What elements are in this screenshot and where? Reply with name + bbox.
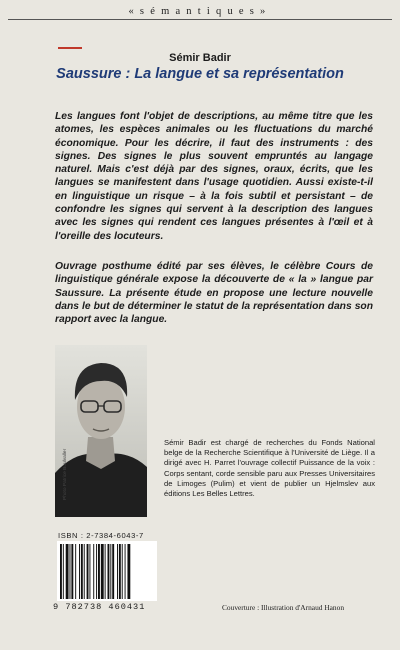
barcode-icon [57,541,157,601]
top-rule [8,19,392,20]
author-photo [55,345,147,517]
isbn: ISBN : 2-7384-6043-7 [58,531,144,540]
photo-credit: Photo Patrice Boulvaller [63,448,68,500]
blurb-paragraph-1: Les langues font l'objet de descriptions, au même titre que les atomes, les espèces animales ou les fluctuations du marché économique. Pour les décrire, il faut des instruments : des signes. Des signes le plus souvent empruntés au langage naturel. Mais c'est déjà par des signes, oraux, écrits, que les langues se manifestent dans l'usage quotidien. Aussi existe-t-il en linguistique un risque – à la fois subtil et persistant – de confondre les signes qui servent à la description des langues avec les signes qui rendent ces langues présentes à l'œil et à l'oreille des locuteurs. [55,111,373,242]
cover-credit: Couverture : Illustration d'Arnaud Hanon [222,603,345,612]
author-biography: Sémir Badir est chargé de recherches du Fonds National belge de la Recherche Scientifique à l'Université de Liège. Il a dirigé avec H. Parret l'ouvrage collectif Puissance de la voix : Corps sentant, corde sensible paru aux Presses Universitaires de Limoges (Pulim) et vient de publier un Hjelmslev aux éditions Les Belles Lettres. [164,438,375,499]
red-accent-mark [58,47,82,49]
book-title: Saussure : La langue et sa représentation [56,66,344,82]
author-name: Sémir Badir [169,52,231,64]
blurb-paragraph-2: Ouvrage posthume édité par ses élèves, le célèbre Cours de linguistique générale expose la découverte de « la » langue par Saussure. La présente étude en propose une lecture nouvelle dans le but de déterminer le statut de la représentation dans son rapport avec la langue. [55,261,373,326]
barcode-number: 9 782738 460431 [53,602,146,612]
series-name: «sémantiques» [128,6,272,17]
